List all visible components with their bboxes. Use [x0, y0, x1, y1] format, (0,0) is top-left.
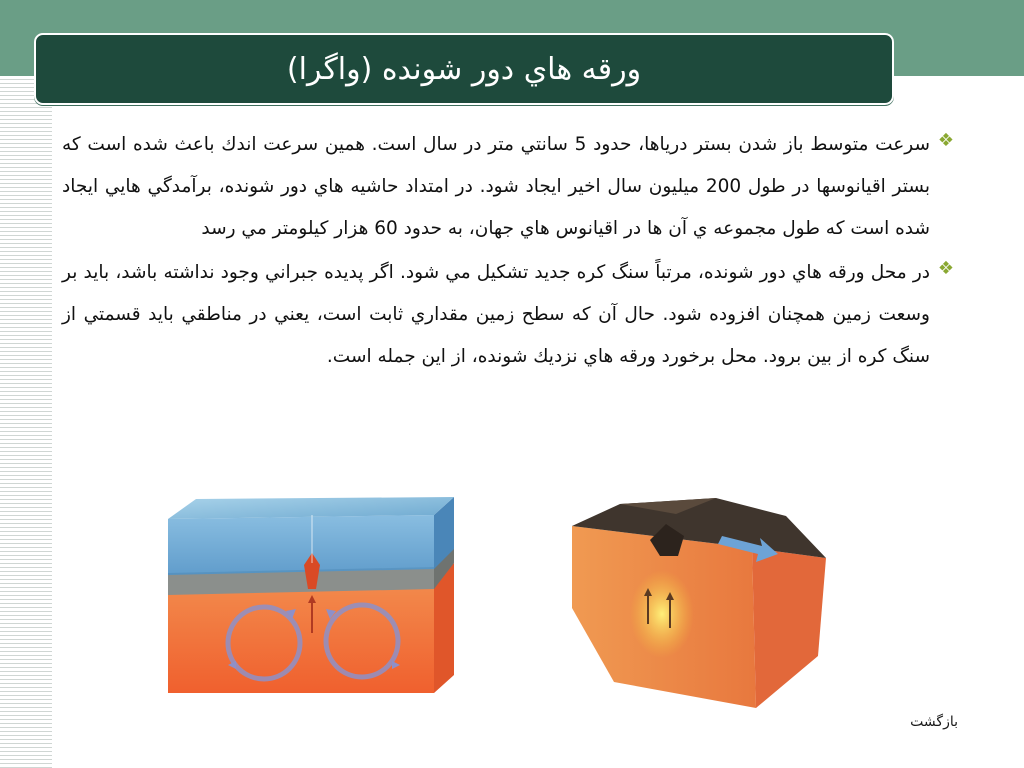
ocean-divergence-image — [166, 493, 456, 695]
slide-title: ورقه هاي دور شونده (واگرا) — [286, 51, 642, 87]
content-area — [62, 124, 962, 380]
continental-rift-image — [566, 496, 832, 708]
paragraph-text: در محل ورقه هاي دور شونده، مرتباً سنگ كره جديد تشكيل مي شود. اگر پديده جبراني وجود نداشته باشد، بايد بر وسعت زمين همچنان افزوده شود. حال آن كه سطح زمين مقداري ثابت است، يعني در مناطقي بايد قسمتي از سنگ كره از بين برود. محل برخورد ورقه هاي نزديك شونده، از اين جمله است. — [62, 262, 930, 367]
title-box — [34, 33, 894, 105]
bullet-paragraph — [62, 252, 962, 378]
diamond-bullet-icon: ❖ — [937, 130, 955, 151]
left-stripe-pattern — [0, 76, 52, 768]
paragraph-text: سرعت متوسط باز شدن بستر درياها، حدود 5 سانتي متر در سال است. همين سرعت اندك باعث شده است كه بستر اقيانوسها در طول 200 ميليون سال اخير ايجاد شود. در امتداد حاشيه هاي دور شونده، برآمدگي هايي ايجاد شده است كه طول مجموعه ي آن ها در اقيانوس هاي جهان، به حدود 60 هزار كيلومتر مي رسد — [62, 134, 931, 239]
back-link[interactable]: بازگشت — [910, 714, 958, 730]
bullet-paragraph — [62, 124, 962, 250]
diamond-bullet-icon: ❖ — [937, 258, 955, 279]
